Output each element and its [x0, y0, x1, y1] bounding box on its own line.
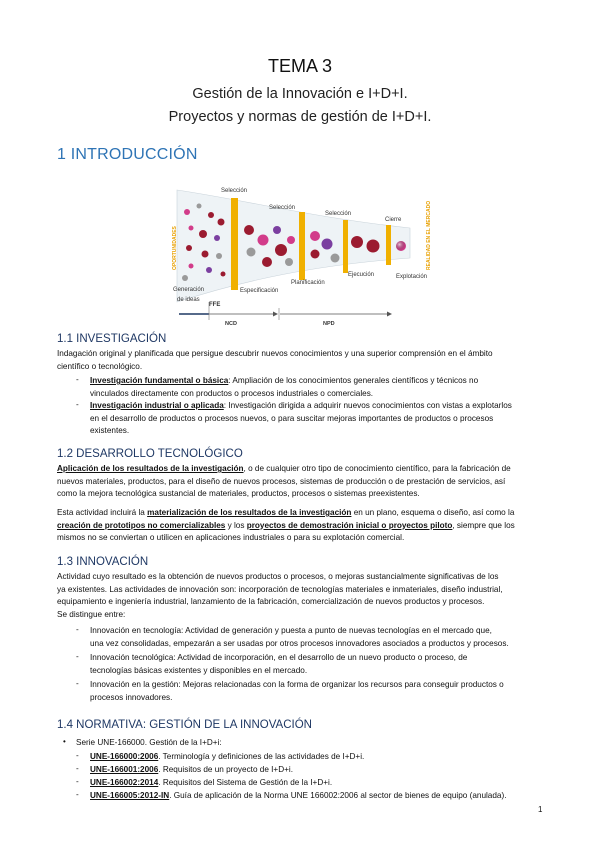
norma-une-166002: UNE-166002:2014. Requisitos del Sistema de Gestión de la I+D+i.: [90, 778, 333, 787]
list-item-investigacion-aplicada: Investigación industrial o aplicada: Investigación dirigida a adquirir nuevos conocimientos con vistas a explotarlos en el desarrollo de productos o procesos nuevos, o para suscitar mejoras importantes de productos o procesos existentes.: [90, 401, 512, 436]
label-planificacion: Planificación: [291, 280, 325, 286]
innovation-funnel-diagram: [165, 170, 455, 330]
section-heading-desarrollo: 1.2 DESARROLLO TECNOLÓGICO: [57, 448, 243, 460]
list-item-innovacion-gestion: Innovación en la gestión: Mejoras relacionadas con la forma de organizar los recursos para conseguir productos o procesos innovadores.: [90, 680, 504, 702]
section-heading-introduccion: 1 INTRODUCCIÓN: [57, 146, 198, 163]
list-item-innovacion-tecnologia: Innovación en tecnología: Actividad de generación y puesta a punto de nuevas tecnologías en el mercado que, una vez consolidadas, empezarán a ser usadas por otros procesos innovadores asociados a productos y procesos.: [90, 626, 509, 648]
bold-term: Investigación fundamental o básica: [90, 376, 229, 385]
dash-marker: -: [76, 375, 79, 384]
ncd-arrowhead: [273, 312, 278, 317]
page-number: 1: [538, 805, 543, 814]
bold-term: Investigación industrial o aplicada: [90, 401, 224, 410]
document-subtitle-2: Proyectos y normas de gestión de I+D+I.: [168, 109, 432, 125]
label-realidad-mercado: REALIDAD EN EL MERCADO: [426, 200, 432, 270]
label-npd: NPD: [323, 321, 335, 327]
filter-bar-3: [343, 220, 348, 273]
dash-marker: -: [76, 751, 79, 760]
norma-une-166000: UNE-166000:2006. Terminología y definiciones de las actividades de I+D+i.: [90, 752, 365, 761]
desarrollo-paragraph-2: Esta actividad incluirá la materialización de los resultados de la investigación en un plano, esquema o diseño, así como la creación de prototipos no comercializables y los proyectos de demostración inicial o proyectos piloto, siempre que los mismos no se conviertan o utilicen en aplicaciones industriales o para su explotación comercial.: [57, 508, 515, 543]
list-item-investigacion-basica: Investigación fundamental o básica: Ampliación de los conocimientos generales científicos y técnicos no vinculados directamente con productos o procesos industriales o comerciales.: [90, 376, 479, 398]
bullet-marker: •: [63, 737, 66, 746]
label-ffe: FFE: [209, 302, 221, 308]
list-item-innovacion-tecnologica: Innovación tecnológica: Actividad de incorporación, en el desarrollo de un nuevo producto o proceso, de tecnologías básicas existentes y disponibles en el mercado.: [90, 653, 468, 675]
label-ejecucion: Ejecución: [348, 272, 375, 278]
section-heading-innovacion: 1.3 INNOVACIÓN: [57, 556, 149, 568]
dash-marker: -: [76, 764, 79, 773]
text-line: Indagación original y planificada que persigue descubrir nuevos conocimientos y una superior comprensión en el ámbito: [57, 349, 493, 358]
dash-marker: -: [76, 400, 79, 409]
document-title: TEMA 3: [267, 56, 333, 76]
desarrollo-paragraph-1: Aplicación de los resultados de la investigación, o de cualquier otro tipo de conocimiento científico, para la fabricación de nuevos materiales, productos, para el diseño de nuevos procesos, sistemas de producción o de prestación de servicios, así como la mejora tecnológica sustancial de materiales, productos, procesos o sistemas preexistentes.: [57, 464, 511, 499]
label-explotacion: Explotación: [396, 274, 428, 280]
section-heading-normativa: 1.4 NORMATIVA: GESTIÓN DE LA INNOVACIÓN: [57, 719, 312, 731]
filter-bar-1: [231, 198, 238, 290]
label-cierre: Cierre: [385, 217, 402, 223]
norma-une-166001: UNE-166001:2006. Requisitos de un proyecto de I+D+i.: [90, 765, 293, 774]
document-subtitle-1: Gestión de la Innovación e I+D+I.: [192, 86, 408, 102]
serie-une-bullet: Serie UNE-166000. Gestión de la I+D+i:: [76, 738, 222, 747]
npd-arrowhead: [387, 312, 392, 317]
dash-marker: -: [76, 652, 79, 661]
dash-marker: -: [76, 790, 79, 799]
label-seleccion-3: Selección: [325, 211, 352, 217]
label-generacion: Generación: [173, 287, 205, 293]
text-line: científico o tecnológico.: [57, 361, 143, 371]
dash-marker: -: [76, 625, 79, 634]
label-de-ideas: de ideas: [177, 297, 200, 303]
label-ncd: NCD: [225, 321, 237, 327]
section-heading-investigacion: 1.1 INVESTIGACIÓN: [57, 333, 167, 345]
filter-bar-4: [386, 225, 391, 265]
dash-marker: -: [76, 679, 79, 688]
label-oportunidades: OPORTUNIDADES: [172, 226, 178, 270]
bold-term: Aplicación de los resultados de la investigación: [57, 464, 244, 473]
investigacion-intro: [57, 348, 547, 373]
dash-marker: -: [76, 777, 79, 786]
label-seleccion-2: Selección: [269, 205, 296, 211]
norma-une-166005: UNE-166005:2012-IN. Guía de aplicación de la Norma UNE 166002:2006 al sector de bienes de equipo (anulada).: [90, 791, 507, 800]
label-seleccion-1: Selección: [221, 188, 248, 194]
innovacion-paragraph: Actividad cuyo resultado es la obtención de nuevos productos o procesos, o mejoras sustancialmente significativas de los ya existentes. Las actividades de innovación son: incorporación de tecnologías materiales e inmateriales, diseño industrial, equipamiento e ingeniería industrial, lanzamiento de la fabricación, comercialización de nuevos productos y procesos. Se distingue entre:: [57, 572, 503, 619]
label-especificacion: Especificación: [240, 288, 279, 294]
filter-bar-2: [299, 212, 305, 280]
